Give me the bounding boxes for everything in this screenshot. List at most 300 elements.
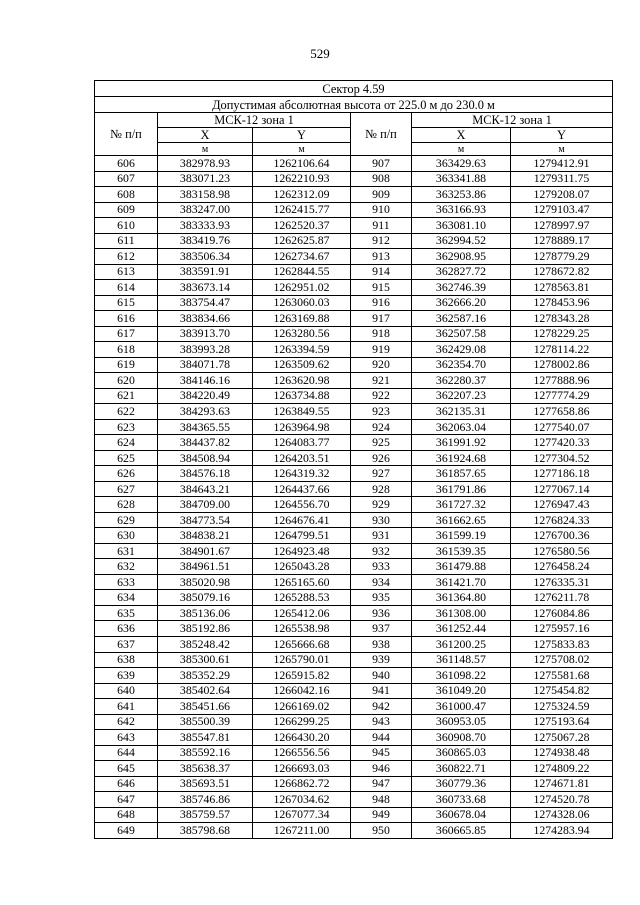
x-coordinate-right: 360779.36 [412, 776, 511, 792]
table-row [95, 280, 613, 296]
y-coordinate-right: 1278672.82 [511, 264, 613, 280]
point-number-right: 917 [351, 311, 412, 327]
y-coordinate-left: 1264923.48 [253, 543, 351, 559]
point-number-left: 606 [95, 156, 158, 172]
point-number-right: 913 [351, 249, 412, 265]
table-row [95, 776, 613, 792]
point-number-right: 911 [351, 218, 412, 234]
x-coordinate-right: 361049.20 [412, 683, 511, 699]
table-row [95, 512, 613, 528]
x-coordinate-left: 384220.49 [158, 388, 253, 404]
x-coordinate-right: 360953.05 [412, 714, 511, 730]
point-number-right: 907 [351, 156, 412, 172]
y-coordinate-right: 1274671.81 [511, 776, 613, 792]
table-row [95, 466, 613, 482]
y-coordinate-left: 1266430.20 [253, 730, 351, 746]
table-row [95, 342, 613, 358]
y-coordinate-right: 1278343.28 [511, 311, 613, 327]
x-coordinate-right: 362827.72 [412, 264, 511, 280]
x-coordinate-right: 362354.70 [412, 357, 511, 373]
y-coordinate-left: 1265165.60 [253, 574, 351, 590]
point-number-right: 937 [351, 621, 412, 637]
y-coordinate-right: 1276824.33 [511, 512, 613, 528]
point-number-left: 618 [95, 342, 158, 358]
y-coordinate-left: 1263169.88 [253, 311, 351, 327]
x-coordinate-left: 385759.57 [158, 807, 253, 823]
point-number-left: 608 [95, 187, 158, 203]
y-coordinate-left: 1266693.03 [253, 761, 351, 777]
table-row [95, 699, 613, 715]
x-coordinate-left: 385136.06 [158, 605, 253, 621]
x-coordinate-left: 383673.14 [158, 280, 253, 296]
x-coordinate-right: 362429.08 [412, 342, 511, 358]
table-row [95, 590, 613, 606]
x-coordinate-right: 360865.03 [412, 745, 511, 761]
x-coordinate-left: 385693.51 [158, 776, 253, 792]
x-coordinate-right: 362063.04 [412, 419, 511, 435]
point-number-left: 627 [95, 481, 158, 497]
point-number-right: 942 [351, 699, 412, 715]
x-coordinate-left: 385746.86 [158, 792, 253, 808]
point-number-right: 918 [351, 326, 412, 342]
point-number-left: 641 [95, 699, 158, 715]
table-row [95, 404, 613, 420]
x-coordinate-right: 361662.65 [412, 512, 511, 528]
y-coordinate-right: 1276700.36 [511, 528, 613, 544]
y-coordinate-left: 1263964.98 [253, 419, 351, 435]
table-row [95, 249, 613, 265]
y-coordinate-left: 1267211.00 [253, 823, 351, 839]
x-coordinate-right: 363341.88 [412, 171, 511, 187]
point-number-left: 619 [95, 357, 158, 373]
table-row [95, 202, 613, 218]
table-row [95, 823, 613, 839]
table-row [95, 761, 613, 777]
table-row [95, 668, 613, 684]
point-number-right: 934 [351, 574, 412, 590]
x-coordinate-left: 384901.67 [158, 543, 253, 559]
x-coordinate-right: 361098.22 [412, 668, 511, 684]
y-coordinate-right: 1277067.14 [511, 481, 613, 497]
point-number-right: 930 [351, 512, 412, 528]
y-coordinate-left: 1263620.98 [253, 373, 351, 389]
x-coordinate-left: 384773.54 [158, 512, 253, 528]
y-coordinate-right: 1276084.86 [511, 605, 613, 621]
table-row [95, 574, 613, 590]
y-coordinate-right: 1276580.56 [511, 543, 613, 559]
table-row [95, 156, 613, 172]
y-coordinate-right: 1277540.07 [511, 419, 613, 435]
point-number-right: 940 [351, 668, 412, 684]
point-number-right: 914 [351, 264, 412, 280]
x-coordinate-left: 384709.00 [158, 497, 253, 513]
x-coordinate-right: 363253.86 [412, 187, 511, 203]
x-coordinate-left: 385500.39 [158, 714, 253, 730]
x-coordinate-right: 362507.58 [412, 326, 511, 342]
point-number-left: 639 [95, 668, 158, 684]
point-number-right: 938 [351, 636, 412, 652]
y-coordinate-left: 1263734.88 [253, 388, 351, 404]
x-coordinate-right: 362746.39 [412, 280, 511, 296]
x-coordinate-right: 361857.65 [412, 466, 511, 482]
point-number-left: 616 [95, 311, 158, 327]
y-coordinate-left: 1266042.16 [253, 683, 351, 699]
x-coordinate-left: 383506.34 [158, 249, 253, 265]
y-coordinate-left: 1267077.34 [253, 807, 351, 823]
y-coordinate-left: 1265915.82 [253, 668, 351, 684]
point-number-left: 646 [95, 776, 158, 792]
y-coordinate-right: 1274809.22 [511, 761, 613, 777]
y-coordinate-right: 1275957.16 [511, 621, 613, 637]
table-row [95, 605, 613, 621]
point-number-right: 922 [351, 388, 412, 404]
y-coordinate-left: 1265043.28 [253, 559, 351, 575]
point-number-right: 948 [351, 792, 412, 808]
y-coordinate-right: 1277420.33 [511, 435, 613, 451]
y-coordinate-right: 1276458.24 [511, 559, 613, 575]
point-number-right: 949 [351, 807, 412, 823]
y-coordinate-right: 1278563.81 [511, 280, 613, 296]
x-coordinate-right: 361200.25 [412, 636, 511, 652]
point-number-left: 644 [95, 745, 158, 761]
y-coordinate-left: 1266556.56 [253, 745, 351, 761]
point-number-right: 915 [351, 280, 412, 296]
x-coordinate-right: 361421.70 [412, 574, 511, 590]
table-row [95, 636, 613, 652]
y-header-left: Y [253, 128, 351, 143]
point-number-left: 629 [95, 512, 158, 528]
zone-header-right: МСК-12 зона 1 [412, 113, 613, 128]
x-unit-right: м [412, 143, 511, 156]
table-row [95, 171, 613, 187]
x-coordinate-left: 384961.51 [158, 559, 253, 575]
y-coordinate-right: 1275708.02 [511, 652, 613, 668]
table-row [95, 187, 613, 203]
table-row [95, 373, 613, 389]
point-number-left: 649 [95, 823, 158, 839]
y-coordinate-left: 1266169.02 [253, 699, 351, 715]
point-number-right: 946 [351, 761, 412, 777]
point-number-right: 912 [351, 233, 412, 249]
table-row [95, 730, 613, 746]
num-header-right: № п/п [351, 113, 412, 156]
x-coordinate-right: 361479.88 [412, 559, 511, 575]
x-header-right: X [412, 128, 511, 143]
point-number-left: 614 [95, 280, 158, 296]
y-coordinate-right: 1276335.31 [511, 574, 613, 590]
point-number-right: 947 [351, 776, 412, 792]
num-header-left: № п/п [95, 113, 158, 156]
y-unit-right: м [511, 143, 613, 156]
y-coordinate-right: 1278997.97 [511, 218, 613, 234]
x-coordinate-right: 361599.19 [412, 528, 511, 544]
zone-header-left: МСК-12 зона 1 [158, 113, 351, 128]
x-coordinate-right: 363081.10 [412, 218, 511, 234]
x-coordinate-left: 385402.64 [158, 683, 253, 699]
x-coordinate-left: 385192.86 [158, 621, 253, 637]
x-coordinate-left: 383071.23 [158, 171, 253, 187]
point-number-left: 636 [95, 621, 158, 637]
point-number-left: 632 [95, 559, 158, 575]
x-coordinate-left: 382978.93 [158, 156, 253, 172]
x-coordinate-left: 385547.81 [158, 730, 253, 746]
point-number-left: 624 [95, 435, 158, 451]
x-coordinate-left: 385451.66 [158, 699, 253, 715]
y-coordinate-right: 1274283.94 [511, 823, 613, 839]
x-coordinate-right: 360733.68 [412, 792, 511, 808]
point-number-left: 640 [95, 683, 158, 699]
point-number-left: 643 [95, 730, 158, 746]
point-number-left: 625 [95, 450, 158, 466]
y-coordinate-left: 1262106.64 [253, 156, 351, 172]
x-coordinate-left: 385300.61 [158, 652, 253, 668]
table-row [95, 559, 613, 575]
y-coordinate-left: 1266299.25 [253, 714, 351, 730]
x-coordinate-left: 383247.00 [158, 202, 253, 218]
x-coordinate-right: 361991.92 [412, 435, 511, 451]
y-coordinate-left: 1262210.93 [253, 171, 351, 187]
x-coordinate-right: 362135.31 [412, 404, 511, 420]
table-row [95, 481, 613, 497]
x-coordinate-left: 384838.21 [158, 528, 253, 544]
y-coordinate-left: 1262951.02 [253, 280, 351, 296]
y-coordinate-left: 1265666.68 [253, 636, 351, 652]
table-row [95, 621, 613, 637]
x-coordinate-left: 383158.98 [158, 187, 253, 203]
x-coordinate-right: 361148.57 [412, 652, 511, 668]
table-row [95, 745, 613, 761]
y-coordinate-right: 1275833.83 [511, 636, 613, 652]
point-number-left: 609 [95, 202, 158, 218]
point-number-left: 648 [95, 807, 158, 823]
point-number-left: 620 [95, 373, 158, 389]
table-row [95, 233, 613, 249]
table-row [95, 714, 613, 730]
y-coordinate-right: 1275454.82 [511, 683, 613, 699]
y-coordinate-right: 1274328.06 [511, 807, 613, 823]
y-coordinate-right: 1278453.96 [511, 295, 613, 311]
x-coordinate-left: 383834.66 [158, 311, 253, 327]
point-number-right: 931 [351, 528, 412, 544]
y-coordinate-left: 1263849.55 [253, 404, 351, 420]
table-row [95, 388, 613, 404]
table-row [95, 807, 613, 823]
x-coordinate-left: 383419.76 [158, 233, 253, 249]
x-coordinate-right: 363166.93 [412, 202, 511, 218]
x-coordinate-left: 384576.18 [158, 466, 253, 482]
point-number-right: 910 [351, 202, 412, 218]
y-coordinate-right: 1275193.64 [511, 714, 613, 730]
x-coordinate-right: 361727.32 [412, 497, 511, 513]
table-row [95, 792, 613, 808]
x-header-left: X [158, 128, 253, 143]
x-coordinate-right: 362994.52 [412, 233, 511, 249]
y-coordinate-right: 1276211.78 [511, 590, 613, 606]
coordinates-table [94, 80, 613, 839]
point-number-right: 939 [351, 652, 412, 668]
point-number-right: 935 [351, 590, 412, 606]
x-coordinate-right: 360908.70 [412, 730, 511, 746]
y-coordinate-left: 1265412.06 [253, 605, 351, 621]
y-unit-left: м [253, 143, 351, 156]
point-number-right: 921 [351, 373, 412, 389]
x-coordinate-left: 384365.55 [158, 419, 253, 435]
y-header-right: Y [511, 128, 613, 143]
x-coordinate-right: 362280.37 [412, 373, 511, 389]
table-body [95, 156, 613, 839]
x-coordinate-right: 361000.47 [412, 699, 511, 715]
point-number-right: 944 [351, 730, 412, 746]
y-coordinate-right: 1277774.29 [511, 388, 613, 404]
x-coordinate-left: 383913.70 [158, 326, 253, 342]
point-number-left: 623 [95, 419, 158, 435]
y-coordinate-right: 1278779.29 [511, 249, 613, 265]
table-row [95, 450, 613, 466]
point-number-left: 610 [95, 218, 158, 234]
x-coordinate-right: 361791.86 [412, 481, 511, 497]
table-row [95, 497, 613, 513]
x-coordinate-left: 383993.28 [158, 342, 253, 358]
x-coordinate-right: 361308.00 [412, 605, 511, 621]
x-coordinate-right: 360678.04 [412, 807, 511, 823]
point-number-left: 617 [95, 326, 158, 342]
y-coordinate-right: 1277658.86 [511, 404, 613, 420]
table-row [95, 435, 613, 451]
x-coordinate-left: 385638.37 [158, 761, 253, 777]
y-coordinate-left: 1264556.70 [253, 497, 351, 513]
point-number-right: 909 [351, 187, 412, 203]
x-coordinate-right: 360665.85 [412, 823, 511, 839]
y-coordinate-right: 1276947.43 [511, 497, 613, 513]
y-coordinate-right: 1274938.48 [511, 745, 613, 761]
y-coordinate-left: 1262415.77 [253, 202, 351, 218]
y-coordinate-right: 1277186.18 [511, 466, 613, 482]
y-coordinate-right: 1278114.22 [511, 342, 613, 358]
point-number-left: 612 [95, 249, 158, 265]
table-row [95, 419, 613, 435]
point-number-right: 926 [351, 450, 412, 466]
x-coordinate-left: 385079.16 [158, 590, 253, 606]
y-coordinate-left: 1262844.55 [253, 264, 351, 280]
point-number-left: 628 [95, 497, 158, 513]
y-coordinate-left: 1264319.32 [253, 466, 351, 482]
table-row [95, 652, 613, 668]
x-coordinate-left: 383591.91 [158, 264, 253, 280]
y-coordinate-right: 1279103.47 [511, 202, 613, 218]
x-coordinate-right: 362908.95 [412, 249, 511, 265]
y-coordinate-left: 1264083.77 [253, 435, 351, 451]
page-number: 529 [310, 46, 330, 61]
y-coordinate-right: 1279208.07 [511, 187, 613, 203]
x-coordinate-right: 362207.23 [412, 388, 511, 404]
y-coordinate-right: 1275324.59 [511, 699, 613, 715]
x-coordinate-right: 361364.80 [412, 590, 511, 606]
y-coordinate-left: 1263060.03 [253, 295, 351, 311]
x-coordinate-left: 384508.94 [158, 450, 253, 466]
point-number-right: 929 [351, 497, 412, 513]
point-number-left: 613 [95, 264, 158, 280]
point-number-right: 950 [351, 823, 412, 839]
y-coordinate-right: 1275067.28 [511, 730, 613, 746]
point-number-left: 607 [95, 171, 158, 187]
y-coordinate-left: 1262312.09 [253, 187, 351, 203]
point-number-right: 927 [351, 466, 412, 482]
point-number-right: 941 [351, 683, 412, 699]
sector-title: Сектор 4.59 [95, 81, 613, 97]
table-row [95, 264, 613, 280]
point-number-left: 634 [95, 590, 158, 606]
y-coordinate-left: 1263509.62 [253, 357, 351, 373]
table-row [95, 357, 613, 373]
y-coordinate-left: 1265790.01 [253, 652, 351, 668]
point-number-left: 637 [95, 636, 158, 652]
point-number-right: 919 [351, 342, 412, 358]
point-number-right: 945 [351, 745, 412, 761]
x-coordinate-left: 383754.47 [158, 295, 253, 311]
y-coordinate-right: 1279311.75 [511, 171, 613, 187]
y-coordinate-left: 1267034.62 [253, 792, 351, 808]
point-number-right: 925 [351, 435, 412, 451]
y-coordinate-right: 1278889.17 [511, 233, 613, 249]
y-coordinate-right: 1278002.86 [511, 357, 613, 373]
point-number-left: 626 [95, 466, 158, 482]
y-coordinate-right: 1274520.78 [511, 792, 613, 808]
point-number-left: 635 [95, 605, 158, 621]
y-coordinate-left: 1263280.56 [253, 326, 351, 342]
y-coordinate-left: 1264799.51 [253, 528, 351, 544]
point-number-right: 943 [351, 714, 412, 730]
y-coordinate-left: 1262520.37 [253, 218, 351, 234]
y-coordinate-left: 1264203.51 [253, 450, 351, 466]
x-coordinate-left: 385352.29 [158, 668, 253, 684]
x-coordinate-left: 385248.42 [158, 636, 253, 652]
point-number-right: 933 [351, 559, 412, 575]
point-number-left: 647 [95, 792, 158, 808]
x-coordinate-left: 384146.16 [158, 373, 253, 389]
height-range: Допустимая абсолютная высота от 225.0 м до 230.0 м [95, 97, 613, 113]
y-coordinate-left: 1264437.66 [253, 481, 351, 497]
y-coordinate-right: 1278229.25 [511, 326, 613, 342]
y-coordinate-right: 1277888.96 [511, 373, 613, 389]
point-number-left: 642 [95, 714, 158, 730]
point-number-right: 920 [351, 357, 412, 373]
point-number-right: 928 [351, 481, 412, 497]
point-number-left: 631 [95, 543, 158, 559]
x-coordinate-right: 363429.63 [412, 156, 511, 172]
point-number-left: 630 [95, 528, 158, 544]
x-coordinate-left: 383333.93 [158, 218, 253, 234]
table-row [95, 683, 613, 699]
point-number-right: 936 [351, 605, 412, 621]
point-number-right: 924 [351, 419, 412, 435]
table-row [95, 528, 613, 544]
table-row [95, 295, 613, 311]
x-coordinate-right: 361924.68 [412, 450, 511, 466]
x-coordinate-left: 384293.63 [158, 404, 253, 420]
y-coordinate-left: 1266862.72 [253, 776, 351, 792]
x-coordinate-left: 384643.21 [158, 481, 253, 497]
point-number-right: 916 [351, 295, 412, 311]
y-coordinate-left: 1265288.53 [253, 590, 351, 606]
point-number-left: 633 [95, 574, 158, 590]
y-coordinate-left: 1264676.41 [253, 512, 351, 528]
table-row [95, 543, 613, 559]
y-coordinate-left: 1265538.98 [253, 621, 351, 637]
x-coordinate-left: 384071.78 [158, 357, 253, 373]
x-coordinate-left: 385592.16 [158, 745, 253, 761]
point-number-right: 908 [351, 171, 412, 187]
point-number-left: 622 [95, 404, 158, 420]
